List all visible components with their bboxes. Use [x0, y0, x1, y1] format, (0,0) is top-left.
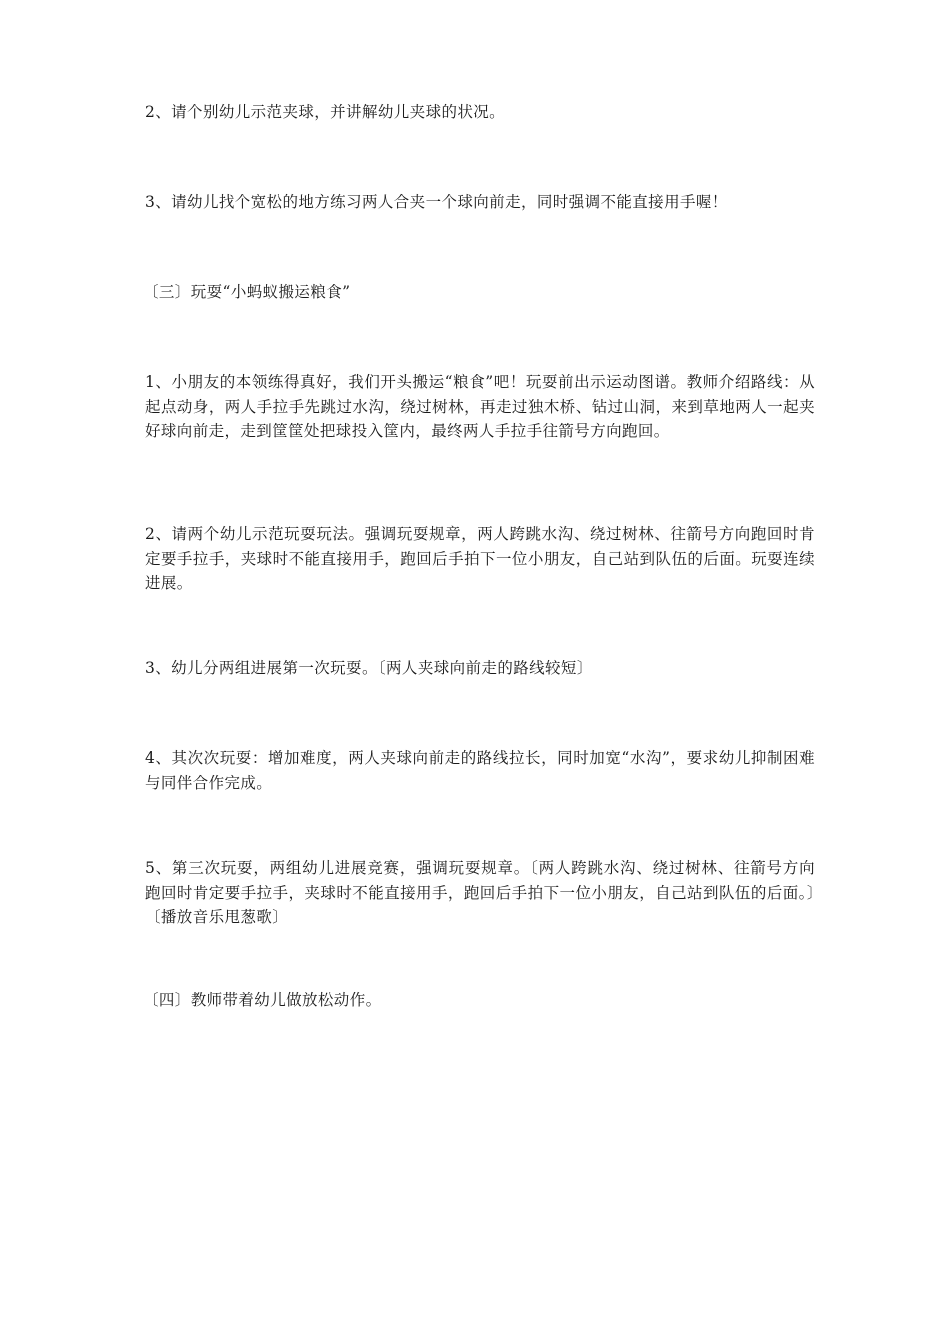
section-heading-three: 〔三〕玩耍“小蚂蚁搬运粮食” — [143, 283, 351, 301]
paragraph-second-round: 4、其次次玩耍：增加难度，两人夹球向前走的路线拉长，同时加宽“水沟”，要求幼儿抑制困难与同伴合作完成。 — [145, 749, 815, 792]
paragraph-first-round: 3、幼儿分两组进展第一次玩耍。〔两人夹球向前走的路线较短〕 — [145, 659, 593, 677]
paragraph-game-rules: 2、请两个幼儿示范玩耍玩法。强调玩耍规章，两人跨跳水沟、绕过树林、往箭号方向跑回时肯定要手拉手，夹球时不能直接用手，跑回后手拍下一位小朋友，自己站到队伍的后面。玩耍连续进展。 — [145, 525, 815, 592]
paragraph-step-2-demo: 2、请个别幼儿示范夹球，并讲解幼儿夹球的状况。 — [145, 103, 506, 121]
paragraph-step-3-practice: 3、请幼儿找个宽松的地方练习两人合夹一个球向前走，同时强调不能直接用手喔！ — [145, 193, 728, 211]
section-heading-four: 〔四〕教师带着幼儿做放松动作。 — [143, 991, 382, 1009]
paragraph-third-round: 5、第三次玩耍，两组幼儿进展竞赛，强调玩耍规章。〔两人跨跳水沟、绕过树林、往箭号方向跑回时肯定要手拉手，夹球时不能直接用手，跑回后手拍下一位小朋友，自己站到队伍的后面。〕〔播放音乐甩葱歌〕 — [145, 859, 815, 926]
paragraph-game-route: 1、小朋友的本领练得真好，我们开头搬运“粮食”吧！玩耍前出示运动图谱。教师介绍路线：从起点动身，两人手拉手先跳过水沟，绕过树林，再走过独木桥、钻过山洞，来到草地两人一起夹好球向前走，走到筐筐处把球投入筐内，最终两人手拉手往箭号方向跑回。 — [145, 373, 815, 440]
